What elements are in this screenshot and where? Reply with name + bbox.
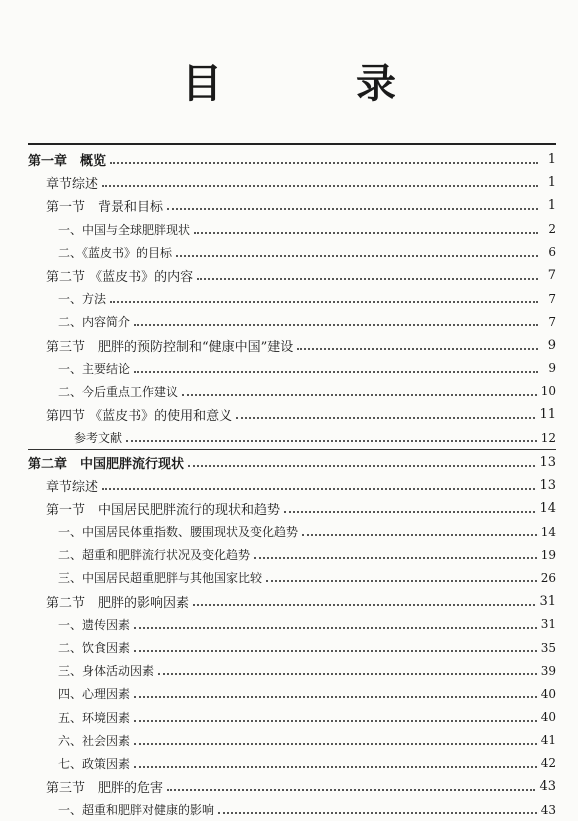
dot-leader (110, 300, 538, 303)
toc-entry-section[interactable] (28, 171, 556, 194)
dot-leader (134, 719, 537, 722)
toc-entry-item[interactable] (28, 706, 556, 729)
toc-entry-page-number: 40 (540, 710, 556, 725)
dot-leader (102, 487, 535, 490)
toc-entry-page-number: 14 (539, 500, 556, 516)
toc-entry-page-number: 41 (540, 733, 556, 748)
toc-entry-label: 一、中国与全球肥胖现状 (58, 222, 191, 237)
toc-entry-item[interactable] (28, 613, 556, 636)
toc-entry-section[interactable] (28, 334, 556, 357)
dot-leader (182, 393, 537, 396)
dot-leader (302, 533, 537, 536)
toc-entry-label: 三、中国居民超重肥胖与其他国家比较 (58, 571, 263, 586)
dot-leader (134, 742, 537, 745)
toc-entry-label: 第二章 中国肥胖流行现状 (28, 456, 185, 472)
toc-entry-page-number: 42 (540, 756, 556, 771)
toc-entry-item[interactable] (28, 659, 556, 682)
dot-leader (167, 207, 538, 210)
toc-entry-chapter[interactable] (28, 148, 556, 171)
toc-entry-page-number: 39 (540, 663, 556, 678)
toc-entry-label: 二、饮食因素 (58, 641, 131, 656)
dot-leader (297, 347, 538, 350)
toc-entry-section[interactable] (28, 264, 556, 287)
toc-entry-label: 第一节 背景和目标 (46, 200, 164, 216)
dot-leader (284, 510, 535, 513)
toc-entry-page-number: 1 (547, 198, 556, 214)
toc-entry-page-number: 31 (539, 593, 556, 609)
toc-entry-section[interactable] (28, 775, 556, 798)
toc-entry-label: 章节综述 (46, 177, 99, 193)
toc-entry-label: 一、中国居民体重指数、腰围现状及变化趋势 (58, 525, 299, 540)
toc-entry-page-number: 9 (547, 337, 556, 353)
toc-entry-label: 参考文献 (74, 431, 123, 446)
toc-entry-page-number: 10 (540, 384, 556, 399)
toc-entry-page-number: 6 (548, 245, 556, 260)
dot-leader (167, 788, 535, 791)
dot-leader (218, 811, 537, 814)
toc-entry-page-number: 14 (540, 524, 556, 539)
toc-entry-item[interactable] (28, 380, 556, 403)
toc-entry-label: 一、超重和肥胖对健康的影响 (58, 803, 215, 818)
toc-entry-page-number: 1 (547, 152, 556, 168)
dot-leader (134, 765, 537, 768)
dot-leader (134, 695, 537, 698)
toc-entry-page-number: 12 (540, 430, 556, 445)
toc-entry-section[interactable] (28, 194, 556, 217)
dot-leader (102, 184, 538, 187)
toc-entry-label: 第二节 肥胖的影响因素 (46, 595, 190, 611)
toc-entry-label: 三、身体活动因素 (58, 664, 155, 679)
toc-entry-item[interactable] (28, 287, 556, 310)
toc-entry-page-number: 40 (540, 686, 556, 701)
toc-entry-page-number: 43 (540, 802, 556, 817)
toc-entry-page-number: 7 (547, 268, 556, 284)
dot-leader (158, 672, 537, 675)
toc-entry-label: 二、今后重点工作建议 (58, 384, 179, 399)
toc-entry-label: 七、政策因素 (58, 756, 131, 771)
toc-entry-item[interactable] (28, 798, 556, 821)
toc-entry-item[interactable] (28, 566, 556, 589)
toc-entry-page-number: 31 (540, 617, 556, 632)
dot-leader (193, 603, 535, 606)
toc-entry-label: 第一节 中国居民肥胖流行的现状和趋势 (46, 502, 281, 518)
dot-leader (254, 556, 537, 559)
dot-leader (236, 416, 535, 419)
toc-entry-label: 一、遗传因素 (58, 617, 131, 632)
toc-entry-page-number: 13 (539, 477, 556, 493)
toc-entry-page-number: 13 (539, 454, 556, 470)
toc-entry-ref[interactable] (28, 426, 556, 449)
toc-entry-item[interactable] (28, 543, 556, 566)
toc-entry-page-number: 11 (539, 407, 556, 423)
toc-entry-page-number: 43 (539, 779, 556, 795)
toc-entry-label: 四、心理因素 (58, 687, 131, 702)
dot-leader (134, 649, 537, 652)
toc-entry-item[interactable] (28, 729, 556, 752)
toc-entry-item[interactable] (28, 357, 556, 380)
dot-leader (134, 370, 538, 373)
dot-leader (126, 439, 537, 442)
toc-entry-section[interactable] (28, 403, 556, 426)
table-of-contents (28, 148, 556, 821)
toc-entry-label: 五、环境因素 (58, 710, 131, 725)
dot-leader (176, 254, 538, 257)
toc-entry-label: 第三节 肥胖的危害 (46, 781, 164, 797)
toc-entry-label: 二、《蓝皮书》的目标 (58, 245, 173, 260)
toc-entry-label: 第四节 《蓝皮书》的使用和意义 (46, 409, 233, 425)
dot-leader (134, 323, 538, 326)
toc-entry-page-number: 9 (548, 361, 556, 376)
toc-entry-page-number: 1 (547, 175, 556, 191)
dot-leader (194, 231, 538, 234)
toc-entry-item[interactable] (28, 218, 556, 241)
dot-leader (197, 277, 538, 280)
toc-entry-page-number: 35 (540, 640, 556, 655)
toc-entry-page-number: 7 (548, 314, 556, 329)
toc-entry-label: 第三节 肥胖的预防控制和“健康中国”建设 (46, 339, 294, 355)
toc-entry-page-number: 7 (548, 291, 556, 306)
toc-entry-label: 第二节 《蓝皮书》的内容 (46, 270, 194, 286)
toc-entry-item[interactable] (28, 752, 556, 775)
toc-entry-label: 二、内容简介 (58, 315, 131, 330)
toc-entry-label: 二、超重和肥胖流行状况及变化趋势 (58, 548, 251, 563)
toc-entry-page-number: 26 (540, 570, 556, 585)
toc-entry-page-number: 19 (540, 547, 556, 562)
dot-leader (110, 161, 538, 164)
toc-entry-item[interactable] (28, 682, 556, 705)
toc-entry-item[interactable] (28, 310, 556, 333)
toc-entry-label: 一、方法 (58, 292, 107, 307)
dot-leader (188, 464, 535, 467)
dot-leader (266, 579, 537, 582)
toc-entry-chapter[interactable] (28, 449, 556, 473)
page-title: 目 录 (182, 61, 456, 107)
toc-entry-section[interactable] (28, 474, 556, 497)
toc-entry-label: 章节综述 (46, 479, 99, 495)
toc-entry-label: 第一章 概览 (28, 154, 107, 170)
toc-entry-section[interactable] (28, 590, 556, 613)
title-divider (28, 143, 556, 145)
toc-entry-label: 六、社会因素 (58, 733, 131, 748)
toc-entry-item[interactable] (28, 636, 556, 659)
toc-entry-label: 一、主要结论 (58, 361, 131, 376)
toc-entry-section[interactable] (28, 497, 556, 520)
toc-entry-page-number: 2 (548, 222, 556, 237)
toc-entry-item[interactable] (28, 241, 556, 264)
dot-leader (134, 626, 537, 629)
toc-entry-item[interactable] (28, 520, 556, 543)
